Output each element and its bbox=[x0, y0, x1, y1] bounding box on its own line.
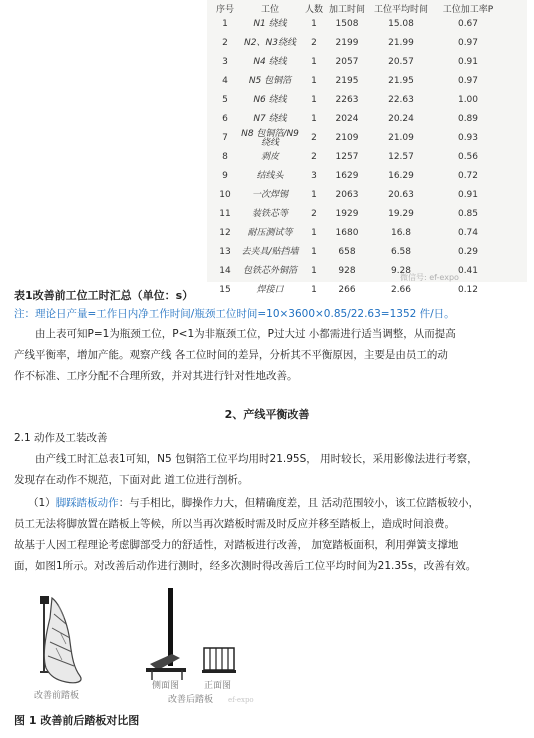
table-row bbox=[213, 53, 503, 72]
para3-line3: 故基于人因工程理论考虑脚部受力的舒适性，对踏板进行改善， 加宽踏板面积，利用弹簧支撑地 bbox=[14, 539, 459, 551]
cell-people: 1 bbox=[311, 114, 317, 124]
table-body bbox=[213, 15, 503, 300]
cell-no: 7 bbox=[222, 133, 228, 143]
cell-time: 2263 bbox=[335, 95, 359, 105]
cell-no: 3 bbox=[222, 57, 228, 67]
table-row bbox=[213, 281, 503, 300]
cell-no: 15 bbox=[219, 285, 231, 295]
para3-line1 bbox=[14, 493, 520, 514]
cell-time: 1508 bbox=[335, 19, 359, 29]
section-heading: 2、产线平衡改善 bbox=[224, 408, 310, 421]
col-header-no: 序号 bbox=[215, 4, 234, 15]
table-row bbox=[213, 34, 503, 53]
table-row bbox=[213, 110, 503, 129]
cell-avg-time: 21.09 bbox=[388, 133, 414, 143]
cell-avg-time: 12.57 bbox=[388, 152, 414, 162]
work-time-table bbox=[213, 1, 503, 300]
cell-rate: 0.12 bbox=[457, 285, 479, 295]
cell-no: 2 bbox=[222, 38, 228, 48]
cell-people: 1 bbox=[311, 190, 317, 200]
intro-paragraph bbox=[14, 449, 520, 491]
cell-people: 1 bbox=[311, 228, 317, 238]
cell-people: 2 bbox=[311, 133, 317, 143]
cell-rate: 1.00 bbox=[457, 95, 479, 105]
table-row bbox=[213, 15, 503, 34]
cell-time: 928 bbox=[338, 266, 356, 276]
cell-people: 1 bbox=[311, 76, 317, 86]
cell-avg-time: 6.58 bbox=[390, 247, 412, 257]
cell-rate: 0.85 bbox=[457, 209, 479, 219]
cell-rate: 0.89 bbox=[457, 114, 479, 124]
cell-time: 1680 bbox=[335, 228, 359, 238]
cell-time: 2057 bbox=[335, 57, 359, 67]
cell-people: 1 bbox=[311, 19, 317, 29]
cell-people: 1 bbox=[311, 95, 317, 105]
cell-no: 11 bbox=[219, 209, 231, 219]
cell-no: 8 bbox=[222, 152, 228, 162]
table-header-row bbox=[213, 1, 503, 15]
before-pedal-label: 改善前踏板 bbox=[34, 691, 80, 701]
cell-rate: 0.41 bbox=[457, 266, 479, 276]
cell-time: 2063 bbox=[335, 190, 359, 200]
cell-people: 2 bbox=[311, 152, 317, 162]
para3-line1-rest: ：与手相比，脚操作力大，但精确度差，且 活动范围较小，该工位踏板较小， bbox=[118, 497, 480, 509]
table-row bbox=[213, 205, 503, 224]
cell-people: 3 bbox=[311, 171, 317, 181]
cell-station: 结线头 bbox=[256, 171, 284, 181]
cell-avg-time: 21.99 bbox=[388, 38, 414, 48]
cell-avg-time: 21.95 bbox=[388, 76, 414, 86]
after-pedal-front-view bbox=[202, 648, 236, 673]
para1-line2: 产线平衡率，增加产能。观察产线 各工位时间的差异，分析其不平衡原因，主要是由员工的动 bbox=[14, 349, 448, 361]
table-watermark: 微信号: ef-expo bbox=[400, 273, 459, 282]
after-pedal-label: 改善后踏板 bbox=[168, 695, 214, 704]
side-view-label: 侧面图 bbox=[152, 681, 180, 691]
cell-station: 一次焊锡 bbox=[251, 190, 288, 200]
cell-no: 10 bbox=[219, 190, 231, 200]
table-row bbox=[213, 224, 503, 243]
cell-rate: 0.97 bbox=[457, 76, 479, 86]
table-row bbox=[213, 262, 503, 281]
col-header-time: 加工时间 bbox=[328, 4, 365, 15]
cell-no: 6 bbox=[222, 114, 228, 124]
cell-people: 2 bbox=[311, 209, 317, 219]
cell-station: N2、N3绕线 bbox=[244, 38, 296, 48]
cell-station: 焊接口 bbox=[256, 285, 284, 295]
cell-time: 2195 bbox=[335, 76, 359, 86]
pedal-comparison-figure bbox=[0, 584, 534, 704]
col-header-rate: 工位加工率P bbox=[442, 4, 494, 15]
cell-people: 2 bbox=[311, 38, 317, 48]
cell-avg-time: 16.8 bbox=[390, 228, 412, 238]
cell-station: 耐压测试等 bbox=[247, 228, 293, 238]
col-header-station: 工位 bbox=[260, 4, 279, 15]
cell-people: 1 bbox=[311, 247, 317, 257]
after-pedal-side-view bbox=[146, 588, 186, 680]
cell-station: 去夹具/贴挡墙 bbox=[241, 247, 299, 257]
cell-time: 2024 bbox=[335, 114, 359, 124]
pedal-paragraph bbox=[14, 493, 520, 577]
cell-avg-time: 20.57 bbox=[388, 57, 414, 67]
cell-rate: 0.74 bbox=[457, 228, 479, 238]
cell-no: 1 bbox=[222, 19, 228, 29]
cell-no: 14 bbox=[219, 266, 231, 276]
para1-line1: 由上表可知P=1为瓶颈工位，P<1为非瓶颈工位，P过大过 小都需进行适当调整，从而提高 bbox=[35, 328, 456, 340]
cell-rate: 0.72 bbox=[457, 171, 479, 181]
cell-people: 1 bbox=[311, 285, 317, 295]
cell-avg-time: 2.66 bbox=[390, 285, 412, 295]
cell-station: N4 绕线 bbox=[253, 57, 287, 67]
cell-time: 266 bbox=[338, 285, 356, 295]
table-row bbox=[213, 186, 503, 205]
cell-avg-time: 9.28 bbox=[390, 266, 412, 276]
cell-station: N1 绕线 bbox=[253, 19, 287, 29]
cell-rate: 0.91 bbox=[457, 57, 479, 67]
para2-line2: 发现存在动作不规范，下面对此 道工位进行剖析。 bbox=[14, 474, 249, 486]
para3-prefix: （1） bbox=[28, 497, 56, 509]
table-row bbox=[213, 72, 503, 91]
cell-people: 1 bbox=[311, 57, 317, 67]
cell-rate: 0.67 bbox=[457, 19, 479, 29]
cell-no: 5 bbox=[222, 95, 228, 105]
cell-avg-time: 15.08 bbox=[388, 19, 414, 29]
analysis-paragraph bbox=[14, 324, 520, 387]
cell-rate: 0.93 bbox=[457, 133, 479, 143]
col-header-avg-time: 工位平均时间 bbox=[373, 4, 428, 15]
before-pedal-sketch bbox=[40, 596, 81, 683]
cell-avg-time: 19.29 bbox=[388, 209, 414, 219]
cell-avg-time: 20.63 bbox=[388, 190, 414, 200]
figure-caption: 图 1 改善前后踏板对比图 bbox=[14, 714, 140, 727]
cell-station: 剥皮 bbox=[260, 152, 279, 162]
work-time-table-image bbox=[207, 0, 527, 295]
cell-rate: 0.91 bbox=[457, 190, 479, 200]
cell-no: 12 bbox=[219, 228, 231, 238]
para1-line3: 作不标准、工序分配不合理所致，并对其进行针对性地改善。 bbox=[14, 370, 298, 382]
front-view-label: 正面图 bbox=[204, 681, 232, 691]
cell-station: 包铁芯外铜箔 bbox=[242, 266, 297, 276]
cell-station: N6 绕线 bbox=[253, 95, 287, 105]
cell-rate: 0.97 bbox=[457, 38, 479, 48]
table-note: 注：理论日产量=工作日内净工作时间/瓶颈工位时间=10×3600×0.85/22.63=1352 件/日。 bbox=[14, 308, 455, 320]
table-row bbox=[213, 91, 503, 110]
table-row bbox=[213, 148, 503, 167]
cell-time: 658 bbox=[338, 247, 356, 257]
cell-avg-time: 22.63 bbox=[388, 95, 414, 105]
cell-time: 1257 bbox=[335, 152, 359, 162]
cell-station: N5 包铜箔 bbox=[248, 76, 292, 86]
para2-line1: 由产线工时汇总表1可知，N5 包铜箔工位平均用时21.95S， 用时较长，采用影像法进行考察， bbox=[35, 453, 478, 465]
cell-no: 9 bbox=[222, 171, 228, 181]
table-row bbox=[213, 129, 503, 148]
table-row bbox=[213, 167, 503, 186]
cell-avg-time: 20.24 bbox=[388, 114, 414, 124]
cell-station: N8 包铜箔/N9 绕线 bbox=[241, 128, 299, 148]
cell-time: 1629 bbox=[335, 171, 359, 181]
cell-station: N7 绕线 bbox=[253, 114, 287, 124]
cell-avg-time: 16.29 bbox=[388, 171, 414, 181]
cell-station: 装铁芯等 bbox=[251, 209, 288, 219]
cell-rate: 0.29 bbox=[457, 247, 479, 257]
figure-watermark: ef-expo bbox=[228, 696, 254, 704]
cell-people: 1 bbox=[311, 266, 317, 276]
para3-line4: 面，如图1所示。对改善后动作进行测时，经多次测时得改善后工位平均时间为21.35s，改善有效。 bbox=[14, 560, 477, 572]
cell-time: 2109 bbox=[335, 133, 359, 143]
cell-time: 1929 bbox=[335, 209, 359, 219]
cell-time: 2199 bbox=[335, 38, 359, 48]
pedal-action-link[interactable]: 脚踩踏板动作 bbox=[55, 497, 119, 509]
col-header-people: 人数 bbox=[304, 4, 323, 15]
cell-no: 13 bbox=[219, 247, 231, 257]
cell-rate: 0.56 bbox=[457, 152, 479, 162]
table-row bbox=[213, 243, 503, 262]
subsection-heading: 2.1 动作及工装改善 bbox=[14, 432, 108, 444]
table-caption: 表1改善前工位工时汇总（单位：s） bbox=[14, 289, 194, 302]
cell-no: 4 bbox=[222, 76, 228, 86]
para3-line2: 员工无法将脚放置在踏板上等候，所以当再次踏板时需及时反应并移至踏板上，造成时间浪费。 bbox=[14, 518, 455, 530]
